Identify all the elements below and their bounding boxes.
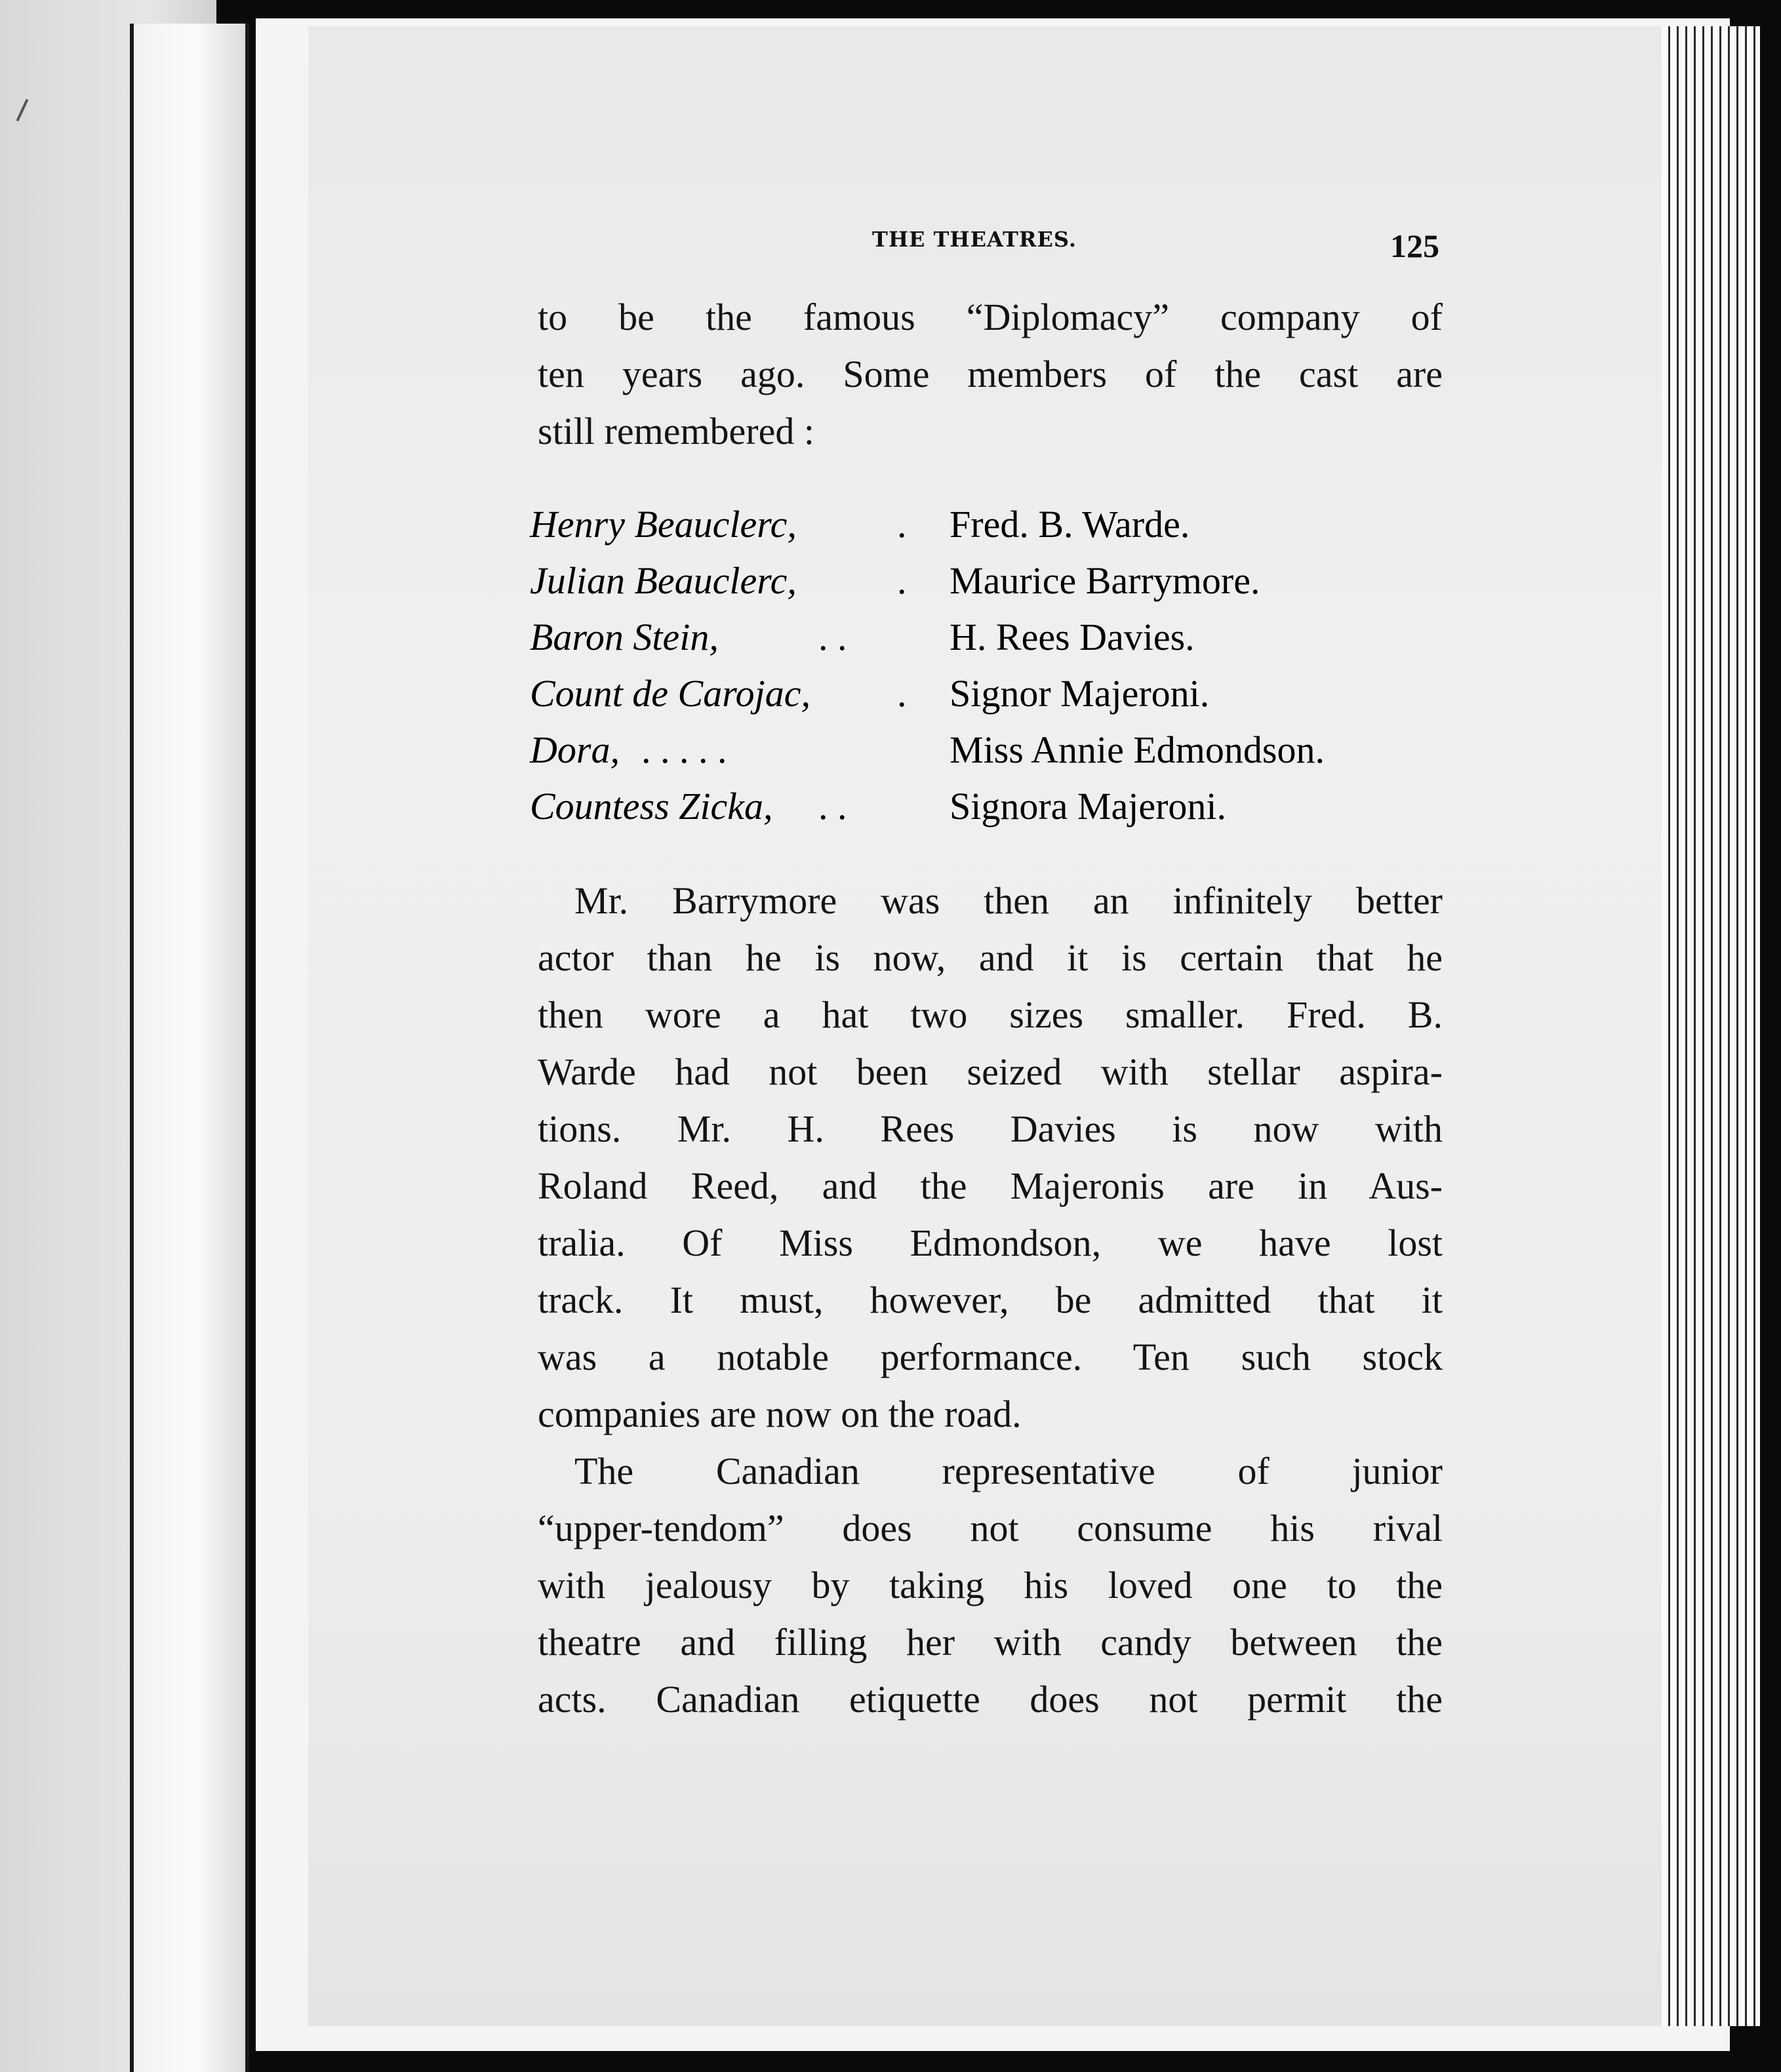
cast-leader: . . . . . <box>641 728 727 771</box>
text-line: Warde had not been seized with stellar aspira- <box>538 1050 1443 1093</box>
cast-leader: . <box>897 503 907 546</box>
text-line: The Canadian representative of junior <box>574 1450 1443 1492</box>
page-number: 125 <box>1390 228 1439 264</box>
cast-role: Dora, <box>530 728 620 771</box>
text-line: ten years ago. Some members of the cast are <box>538 353 1443 395</box>
cast-role: Countess Zicka, <box>530 785 773 827</box>
text-line: to be the famous “Diplomacy” company of <box>538 296 1443 338</box>
cast-role: Baron Stein, <box>530 616 719 658</box>
text-line: tions. Mr. H. Rees Davies is now with <box>538 1107 1443 1150</box>
running-title: THE THEATRES. <box>872 227 1077 252</box>
cast-role: Count de Carojac, <box>530 672 811 715</box>
text-line: actor than he is now, and it is certain that he <box>538 936 1443 979</box>
pencil-mark <box>16 99 29 121</box>
text-line: theatre and filling her with candy between the <box>538 1621 1443 1664</box>
page-edges <box>1662 26 1760 2026</box>
text-line: companies are now on the road. <box>538 1393 1022 1435</box>
cast-row <box>530 667 1448 720</box>
cast-row <box>530 555 1448 607</box>
text-line: “upper-tendom” does not consume his rival <box>538 1507 1443 1549</box>
text-line: with jealousy by taking his loved one to the <box>538 1564 1443 1606</box>
cast-leader: . . <box>818 616 847 658</box>
text-line: was a notable performance. Ten such stock <box>538 1336 1443 1378</box>
cast-actor: Signora Majeroni. <box>950 785 1227 827</box>
cast-actor: Maurice Barrymore. <box>950 559 1260 602</box>
cast-row <box>530 498 1448 551</box>
cast-leader: . <box>897 559 907 602</box>
text-line: acts. Canadian etiquette does not permit the <box>538 1678 1443 1721</box>
cast-role: Julian Beauclerc, <box>530 559 797 602</box>
cast-row <box>530 780 1448 833</box>
text-line: Mr. Barrymore was then an infinitely better <box>574 879 1443 922</box>
text-line: still remembered : <box>538 410 814 452</box>
text-line: then wore a hat two sizes smaller. Fred. B. <box>538 993 1443 1036</box>
cast-actor: Signor Majeroni. <box>950 672 1210 715</box>
cast-row <box>530 724 1448 776</box>
binding-gutter <box>130 24 249 2072</box>
text-line: track. It must, however, be admitted that it <box>538 1279 1443 1321</box>
cast-actor: H. Rees Davies. <box>950 616 1195 658</box>
cast-role: Henry Beauclerc, <box>530 503 797 546</box>
cast-leader: . <box>897 672 907 715</box>
cast-actor: Miss Annie Edmondson. <box>950 728 1325 771</box>
cast-row <box>530 611 1448 664</box>
text-line: Roland Reed, and the Majeronis are in Aus- <box>538 1165 1443 1207</box>
cast-actor: Fred. B. Warde. <box>950 503 1190 546</box>
text-line: tralia. Of Miss Edmondson, we have lost <box>538 1222 1443 1264</box>
cast-leader: . . <box>818 785 847 827</box>
